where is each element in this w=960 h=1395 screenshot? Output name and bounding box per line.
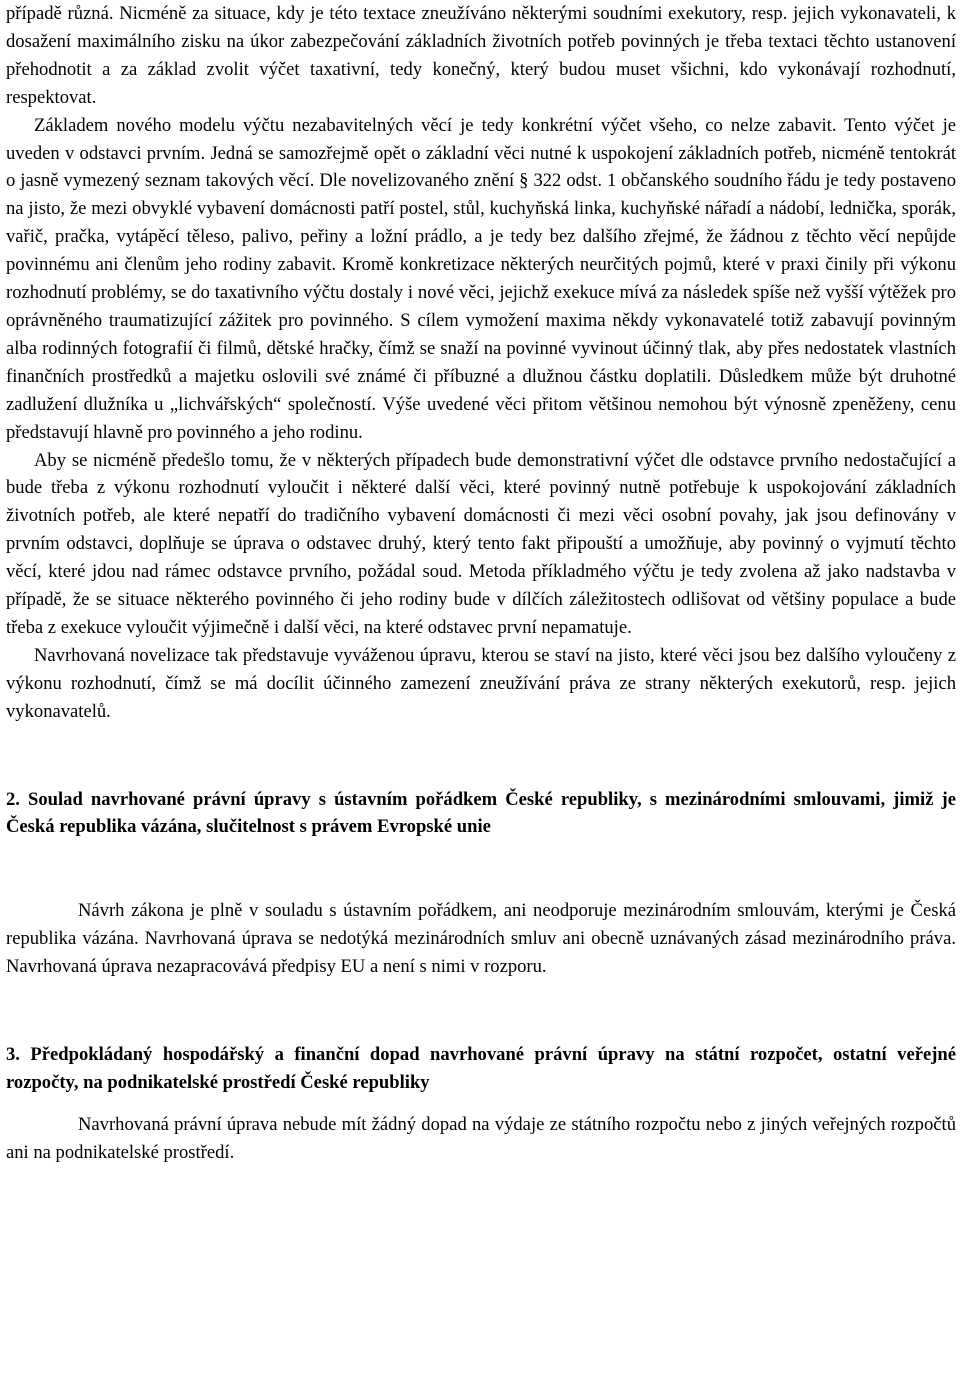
section-3-heading: 3. Předpokládaný hospodářský a finanční dopad navrhované právní úpravy na státní rozpočet, ostatní veřejné rozpočty, na podnikatelské prostředí České republiky bbox=[6, 1044, 956, 1093]
section-3-paragraph: Navrhovaná právní úprava nebude mít žádný dopad na výdaje ze státního rozpočtu nebo z jiných veřejných rozpočtů ani na podnikatelské prostředí. bbox=[6, 1113, 956, 1163]
spacer bbox=[6, 726, 956, 786]
document-page bbox=[6, 0, 956, 1167]
spacer bbox=[6, 981, 956, 1041]
section-2-heading: 2. Soulad navrhované právní úpravy s ústavním pořádkem České republiky, s mezinárodními smlouvami, jimiž je Česká republika vázána, slučitelnost s právem Evropské unie bbox=[6, 788, 956, 838]
paragraph-demonstrative-list: Aby se nicméně předešlo tomu, že v některých případech bude demonstrativní výčet dle odstavce prvního nedostačující a bude třeba z výkonu rozhodnutí vyloučit i některé další věci, které povinný nutně potřebuje k uspokojování základních životních potřeb, ale které nepatří do tradičního vybavení domácnosti či mezi věci osobní povahy, jak jsou definovány v prvním odstavci, doplňuje se úprava o odstavec druhý, který tento fakt připouští a umožňuje, aby povinný o vyjmutí těchto věcí, které jdou nad rámec odstavce prvního, požádal soud. Metoda příkladmého výčtu je tedy zvolena až jako nadstavba v případě, že se situace některého povinného či jeho rodiny bude v dílčích záležitostech odlišovat od většiny populace a bude třeba z exekuce vyloučit výjimečně i další věci, na které odstavec první nepamatuje. bbox=[6, 449, 956, 638]
paragraph-continuation: případě různá. Nicméně za situace, kdy je této textace zneužíváno některými soudními exekutory, resp. jejich vykonavateli, k dosažení maximálního zisku na úkor zabezpečování základních životních potřeb povinných je třeba textaci těchto ustanovení přehodnotit a za základ zvolit výčet taxativní, tedy konečný, který budou muset všichni, kdo vykonávají rozhodnutí, respektovat. bbox=[6, 3, 956, 108]
spacer bbox=[6, 841, 956, 897]
paragraph-new-model: Základem nového modelu výčtu nezabavitelných věcí je tedy konkrétní výčet všeho, co nelze zabavit. Tento výčet je uveden v odstavci prvním. Jedná se samozřejmě opět o základní věci nutné k uspokojení základních potřeb, nicméně tentokrát o jasně vymezený seznam takových věcí. Dle novelizovaného znění § 322 odst. 1 občanského soudního řádu je tedy postaveno na jisto, že mezi obvyklé vybavení domácnosti patří postel, stůl, kuchyňská linka, kuchyňské nářadí a nádobí, lednička, sporák, vařič, pračka, vytápěcí těleso, palivo, peřiny a ložní prádlo, a je tedy bez dalšího zřejmé, že žádnou z těchto věcí nepůjde povinnému ani členům jeho rodiny zabavit. Kromě konkretizace některých neurčitých pojmů, které v praxi činily při výkonu rozhodnutí problémy, se do taxativního výčtu dostaly i nové věci, jejichž exekuce mívá za následek spíše než vyšší výtěžek pro oprávněného traumatizující zážitek pro povinného. S cílem vymožení maxima někdy vykonavatelé totiž zabavují povinným alba rodinných fotografií či filmů, dětské hračky, čímž se snaží na povinné vyvinout účinný tlak, aby přes nedostatek vlastních finančních prostředků a majetku oslovili své známé či příbuzné a dlužnou částku doplatili. Důsledkem může být druhotné zadlužení dlužníka u „lichvářských“ společností. Výše uvedené věci přitom většinou nemohou být výnosně zpeněženy, cenu představují hlavně pro povinného a jeho rodinu. bbox=[6, 114, 956, 443]
paragraph-balanced-regulation: Navrhovaná novelizace tak představuje vyváženou úpravu, kterou se staví na jisto, které věci jsou bez dalšího vyloučeny z výkonu rozhodnutí, čímž se má docílit účinného zamezení zneužívání práva ze strany některých exekutorů, resp. jejich vykonavatelů. bbox=[6, 644, 956, 722]
spacer bbox=[6, 1097, 956, 1111]
section-2-paragraph: Návrh zákona je plně v souladu s ústavním pořádkem, ani neodporuje mezinárodním smlouvám, kterými je Česká republika vázána. Navrhovaná úprava se nedotýká mezinárodních smluv ani obecně uznávaných zásad mezinárodního práva. Navrhovaná úprava nezapracovává předpisy EU a není s nimi v rozporu. bbox=[6, 900, 956, 978]
